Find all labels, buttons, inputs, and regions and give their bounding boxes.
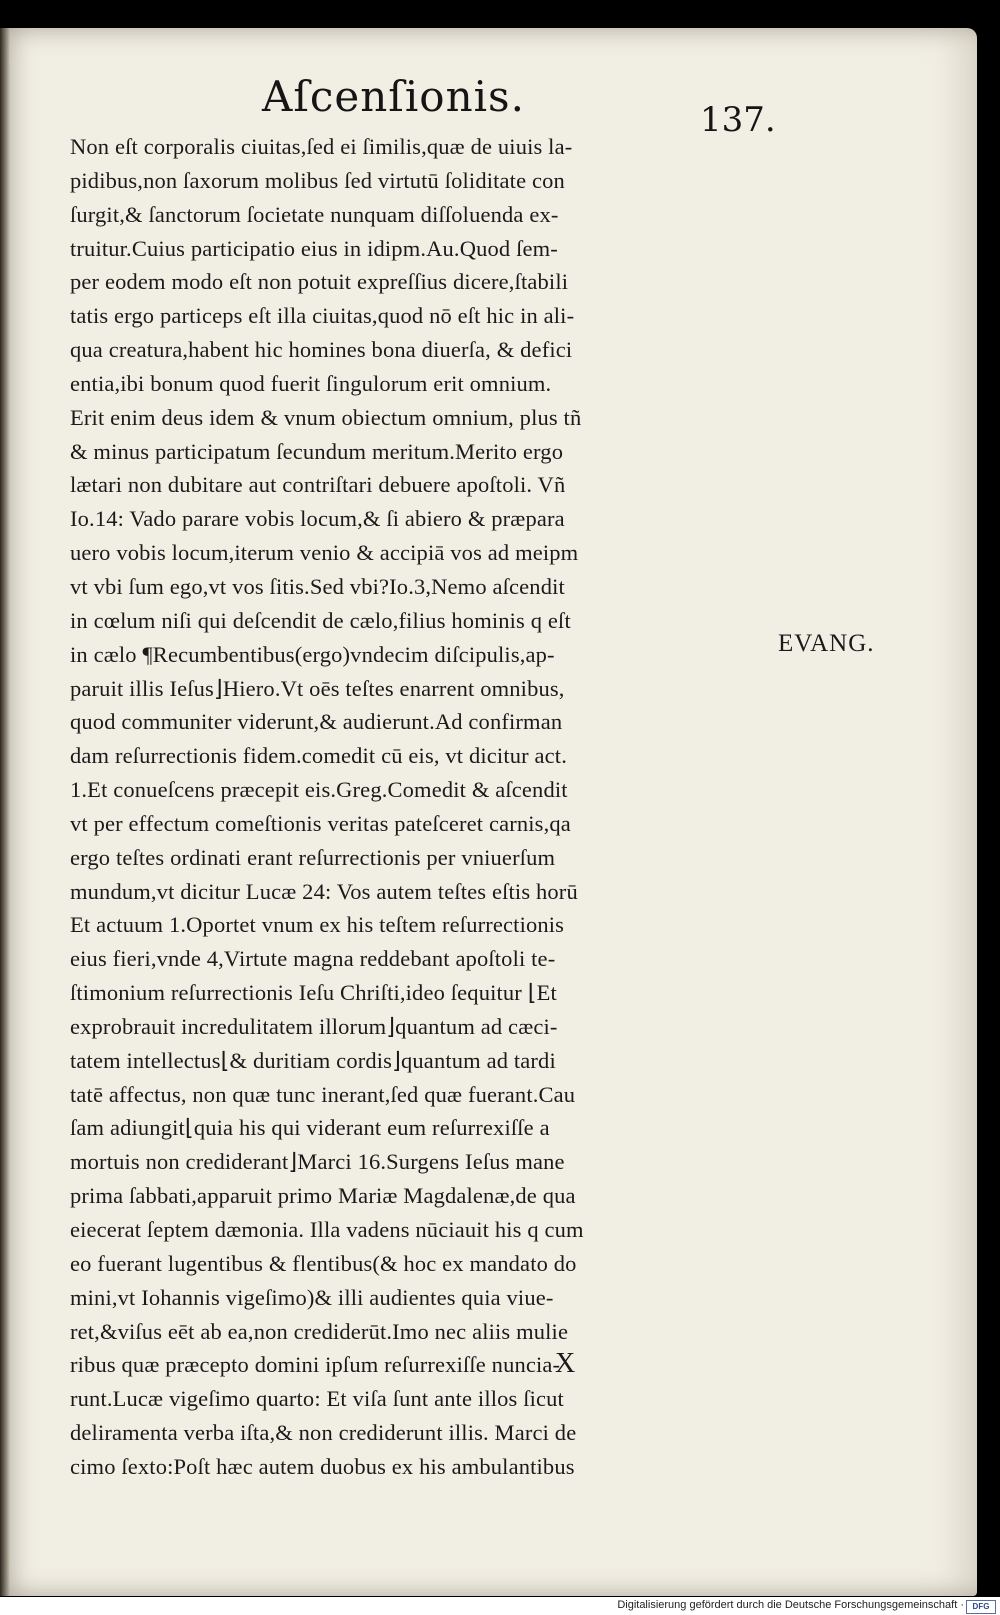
text-line: per eodem modo eſt non potuit expreſſius dicere,ſtabili: [70, 269, 569, 295]
text-line: mundum,vt dicitur Lucæ 24: Vos autem teſtes eſtis horū: [70, 878, 578, 904]
text-line: ergo teſtes ordinati erant reſurrectionis per vniuerſum: [70, 844, 556, 870]
text-line: in cœlum niſi qui deſcendit de cælo,filius hominis q eſt: [70, 607, 571, 633]
text-line: tatem intellectus⌊& duritiam cordis⌋quantum ad tardi: [70, 1047, 556, 1073]
funding-credit: Digitalisierung gefördert durch die Deutsche Forschungsgemeinschaft ·: [617, 1599, 964, 1611]
text-line: vt per effectum comeſtionis veritas pateſceret carnis,qa: [70, 810, 571, 836]
text-line: ribus quæ præcepto domini ipſum reſurrexiſſe nuncia-: [70, 1352, 561, 1378]
body-text-block: [70, 130, 760, 1484]
text-line: pidibus,non ſaxorum molibus ſed virtutū ſoliditate con: [70, 167, 565, 193]
text-line: uero vobis locum,iterum venio & accipiā vos ad meipm: [70, 540, 579, 566]
text-line: dam reſurrectionis fidem.comedit cū eis, vt dicitur act.: [70, 743, 567, 769]
text-line: qua creatura,habent hic homines bona diuerſa, & defici: [70, 337, 573, 363]
text-line: paruit illis Ieſus⌋Hiero.Vt oēs teſtes enarrent omnibus,: [70, 675, 565, 701]
text-line: deliramenta verba iſta,& non crediderunt illis. Marci de: [70, 1420, 577, 1446]
text-line: exprobrauit incredulitatem illorum⌋quantum ad cæci-: [70, 1013, 558, 1039]
text-line: cimo ſexto:Poſt hæc autem duobus ex his ambulantibus: [70, 1453, 575, 1479]
page-number: 137.: [700, 100, 776, 140]
text-line: quod communiter viderunt,& audierunt.Ad confirman: [70, 709, 563, 735]
text-line: Io.14: Vado parare vobis locum,& ſi abiero & præpara: [70, 506, 565, 532]
text-line: ſtimonium reſurrectionis Ieſu Chriſti,ideo ſequitur ⌊Et: [70, 980, 557, 1006]
text-line: 1.Et conueſcens præcepit eis.Greg.Comedit & aſcendit: [70, 777, 568, 803]
text-line: ſurgit,& ſanctorum ſocietate nunquam diſſoluenda ex-: [70, 201, 559, 227]
text-line: ſam adiungit⌊quia his qui viderant eum reſurrexiſſe a: [70, 1115, 550, 1141]
text-line: ret,&viſus eēt ab ea,non crediderūt.Imo nec aliis mulie: [70, 1318, 569, 1344]
text-line: truitur.Cuius participatio eius in idipm.Au.Quod ſem-: [70, 235, 558, 261]
text-line: & minus participatum ſecundum meritum.Merito ergo: [70, 438, 564, 464]
text-line: Et actuum 1.Oportet vnum ex his teſtem reſurrectionis: [70, 912, 565, 938]
signature-mark: X: [555, 1348, 576, 1379]
marginal-note: EVANG.: [778, 630, 875, 657]
text-line: prima ſabbati,apparuit primo Mariæ Magdalenæ,de qua: [70, 1183, 576, 1209]
text-line: vt vbi ſum ego,vt vos ſitis.Sed vbi?Io.3,Nemo aſcendit: [70, 573, 565, 599]
text-line: eius fieri,vnde 4,Virtute magna reddebant apoſtoli te-: [70, 946, 556, 972]
page-binding-shadow: [0, 28, 10, 1596]
text-line: tatis ergo particeps eſt illa ciuitas,quod nō eſt hic in ali-: [70, 303, 575, 329]
text-line: Erit enim deus idem & vnum obiectum omnium, plus tñ: [70, 404, 582, 430]
dfg-logo: DFG: [966, 1600, 996, 1614]
text-line: mortuis non crediderant⌋Marci 16.Surgens Ieſus mane: [70, 1149, 565, 1175]
text-line: in cælo ¶Recumbentibus(ergo)vndecim diſcipulis,ap-: [70, 641, 555, 667]
text-line: entia,ibi bonum quod fuerit ſingulorum erit omnium.: [70, 370, 552, 396]
text-line: eo fuerant lugentibus & flentibus(& hoc ex mandato do: [70, 1250, 577, 1276]
text-line: lætari non dubitare aut contriſtari debuere apoſtoli. Vñ: [70, 472, 566, 498]
text-line: mini,vt Iohannis vigeſimo)& illi audientes quia viue-: [70, 1284, 554, 1310]
text-line: runt.Lucæ vigeſimo quarto: Et viſa ſunt ante illos ſicut: [70, 1386, 564, 1412]
text-line: tatē affectus, non quæ tunc inerant,ſed quæ fuerant.Cau: [70, 1081, 576, 1107]
running-head: Aſcenſionis.: [262, 72, 525, 121]
text-line: Non eſt corporalis ciuitas,ſed ei ſimilis,quæ de uiuis la-: [70, 134, 573, 159]
text-line: eiecerat ſeptem dæmonia. Illa vadens nūciauit his q cum: [70, 1217, 584, 1242]
